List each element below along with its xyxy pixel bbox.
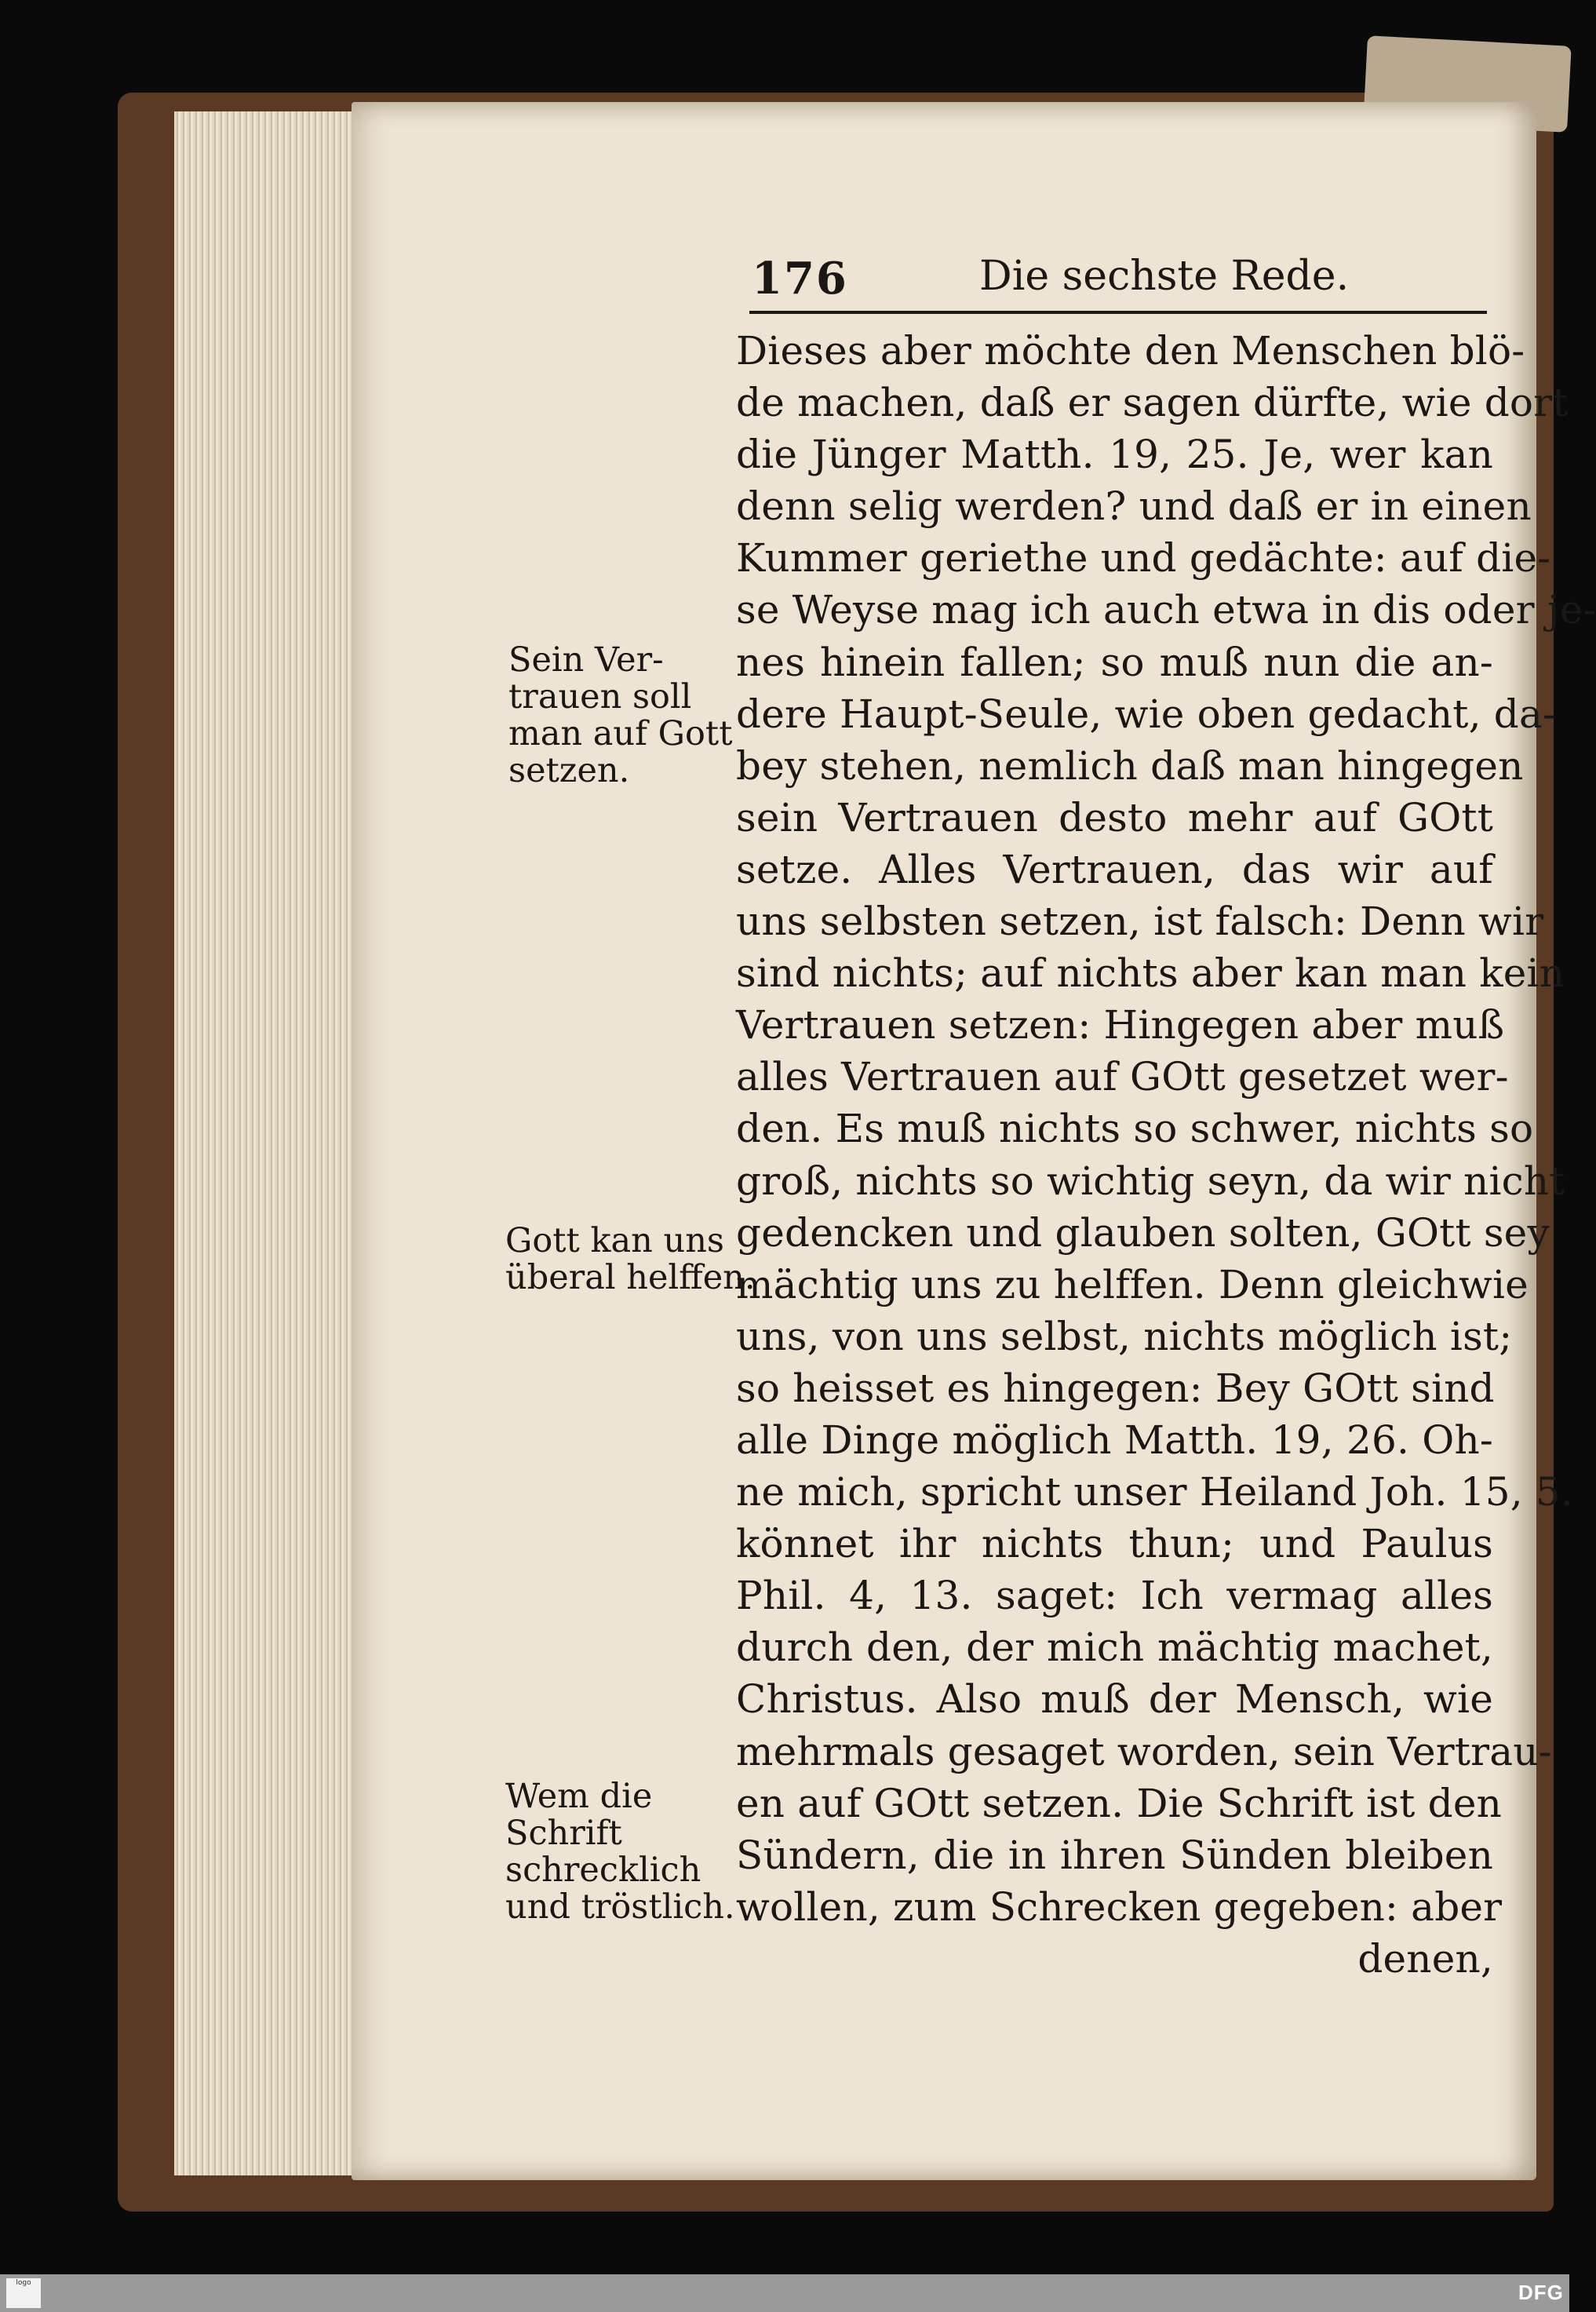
- running-title: Die sechste Rede.: [979, 253, 1350, 300]
- text-line: Sündern, die in ihren Sünden bleiben: [736, 1832, 1493, 1878]
- text-line: könnet ihr nichts thun; und Paulus: [736, 1521, 1493, 1567]
- text-line: mehrmals gesaget worden, sein Vertrau-: [736, 1728, 1552, 1774]
- text-line: Christus. Also muß der Mensch, wie: [736, 1676, 1493, 1723]
- marginal-line: trauen soll: [508, 677, 692, 717]
- marginal-line: Gott kan uns: [505, 1221, 724, 1260]
- text-line: alles Vertrauen auf GOtt gesetzet wer-: [736, 1054, 1509, 1100]
- text-line: Vertrauen setzen: Hingegen aber muß: [736, 1002, 1505, 1048]
- text-line: Phil. 4, 13. saget: Ich vermag alles: [736, 1573, 1493, 1619]
- text-line: sind nichts; auf nichts aber kan man kein: [736, 950, 1565, 997]
- text-line: so heisset es hingegen: Bey GOtt sind: [736, 1365, 1495, 1411]
- marginal-line: überal helffen.: [505, 1258, 756, 1297]
- text-line: mächtig uns zu helffen. Denn gleichwie: [736, 1261, 1529, 1307]
- text-line: se Weyse mag ich auch etwa in dis oder je-: [736, 587, 1596, 633]
- marginal-line: Wem die: [505, 1777, 653, 1816]
- text-line: de machen, daß er sagen dürfte, wie dort: [736, 380, 1569, 426]
- text-line: Kummer geriethe und gedächte: auf die-: [736, 535, 1551, 582]
- catchword: denen,: [1357, 1935, 1493, 1982]
- text-line: bey stehen, nemlich daß man hingegen: [736, 742, 1524, 789]
- text-line: den. Es muß nichts so schwer, nichts so: [736, 1106, 1534, 1152]
- marginal-line: setzen.: [508, 751, 630, 790]
- dfg-label: DFG: [1518, 2281, 1564, 2304]
- text-line: uns, von uns selbst, nichts möglich ist;: [736, 1313, 1513, 1359]
- library-logo: logo: [6, 2278, 41, 2308]
- text-line: durch den, der mich mächtig machet,: [736, 1625, 1493, 1671]
- text-line: alle Dinge möglich Matth. 19, 26. Oh-: [736, 1417, 1493, 1463]
- header-rule: [749, 311, 1487, 314]
- text-line: en auf GOtt setzen. Die Schrift ist den: [736, 1780, 1503, 1826]
- text-line: denn selig werden? und daß er in einen: [736, 483, 1532, 530]
- marginal-note-trust: [508, 642, 732, 790]
- marginal-note-help: [505, 1223, 756, 1296]
- marginal-line: schrecklich: [505, 1851, 701, 1890]
- marginal-note-scripture: [505, 1778, 735, 1926]
- text-line: Dieses aber möchte den Menschen blö-: [736, 328, 1525, 374]
- marginal-line: Sein Ver-: [508, 640, 664, 680]
- text-line: setze. Alles Vertrauen, das wir auf: [736, 846, 1493, 892]
- text-line: sein Vertrauen desto mehr auf GOtt: [736, 794, 1493, 841]
- marginal-line: Schrift: [505, 1814, 622, 1853]
- body-text: [736, 325, 1596, 1985]
- text-line: groß, nichts so wichtig seyn, da wir nicht: [736, 1158, 1565, 1204]
- text-line: nes hinein fallen; so muß nun die an-: [736, 639, 1493, 685]
- text-line: gedencken und glauben solten, GOtt sey: [736, 1209, 1550, 1256]
- text-line: wollen, zum Schrecken gegeben: aber: [736, 1884, 1503, 1930]
- marginal-line: und tröstlich.: [505, 1887, 735, 1927]
- text-line: die Jünger Matth. 19, 25. Je, wer kan: [736, 432, 1493, 478]
- page-block-edge: [174, 111, 365, 2175]
- text-line: dere Haupt-Seule, wie oben gedacht, da-: [736, 691, 1557, 737]
- marginal-line: man auf Gott: [508, 714, 733, 753]
- text-line: uns selbsten setzen, ist falsch: Denn wir: [736, 899, 1544, 945]
- text-line: ne mich, spricht unser Heiland Joh. 15, 5.: [736, 1469, 1574, 1515]
- page-number: 176: [752, 253, 848, 304]
- viewer-footer-bar: [0, 2274, 1569, 2312]
